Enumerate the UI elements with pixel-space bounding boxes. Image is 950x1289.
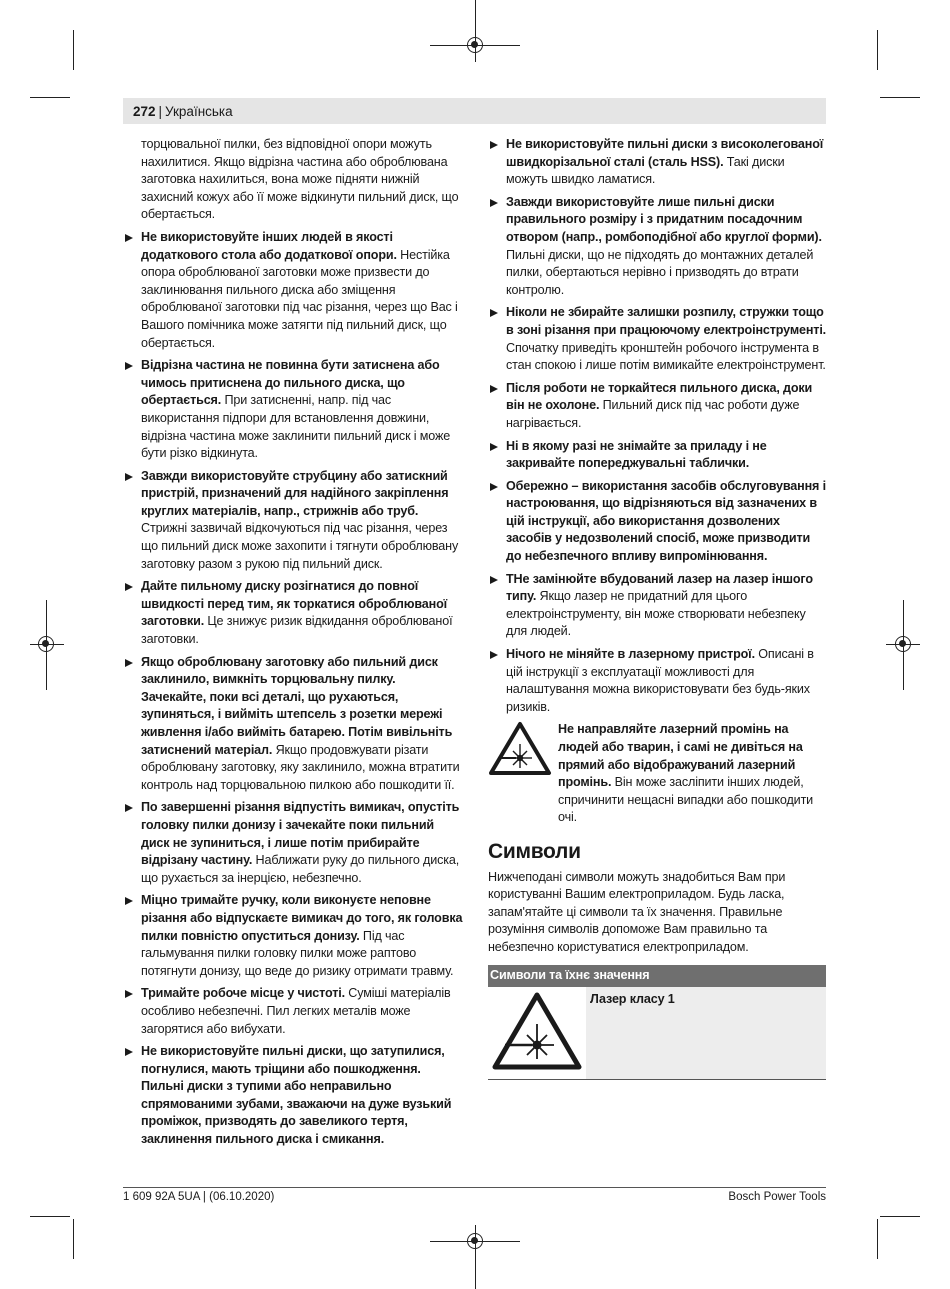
safety-item: Після роботи не торкайтеся пильного диска, доки він не охолоне. Пильний диск під час роботи дуже нагрівається. — [488, 380, 828, 433]
safety-item: Ні в якому разі не знімайте за приладу і не закривайте попереджувальні таблички. — [488, 438, 828, 473]
table-row — [488, 987, 826, 1080]
page-number: 272 — [133, 103, 156, 119]
symbols-heading: Символи — [488, 839, 581, 863]
crop-mark — [73, 1219, 74, 1259]
bullet-triangle-icon — [490, 483, 498, 491]
footer-brand: Bosch Power Tools — [728, 1191, 826, 1203]
safety-item: THе замінюйте вбудований лазер на лазер іншого типу. Якщо лазер не придатний для цього електроінструменту, він може створювати небезпеку для людей. — [488, 571, 828, 641]
page-header — [123, 98, 826, 124]
bullet-triangle-icon — [490, 199, 498, 207]
safety-item: Не використовуйте пильні диски, що затупилися, погнулися, мають тріщини або пошкодження. Пильні диски з тупими або неправильно спрямованими зубами, зважаючи на дуже вузький проміжок, призводять до завеликого тертя, заклинення пильного диска і смикання. — [123, 1043, 463, 1149]
right-column — [488, 136, 828, 1080]
bullet-triangle-icon — [490, 576, 498, 584]
bullet-triangle-icon — [125, 234, 133, 242]
safety-item: Обережно – використання засобів обслуговування і настроювання, що відрізняються від зазначених в цій інструкції, або використання дозволених засобів у недозволений спосіб, може призводити до небезпечного впливу випромінювання. — [488, 478, 828, 566]
crop-mark — [877, 1219, 878, 1259]
symbol-icon-cell — [488, 987, 586, 1080]
bullet-triangle-icon — [125, 362, 133, 370]
bullet-triangle-icon — [490, 443, 498, 451]
safety-item: Нічого не міняйте в лазерному пристрої. Описані в цій інструкції з експлуатації можливості для налаштування можна використовувати без будь-яких ризиків. — [488, 646, 828, 716]
registration-mark-icon — [467, 1233, 483, 1249]
crop-mark — [73, 30, 74, 70]
crop-mark — [30, 1216, 70, 1217]
safety-item: Не використовуйте інших людей в якості додаткового стола або додаткової опори. Нестійка опора оброблюваної заготовки може призвести до заклинювання пильного диска або зміщення оброблюваної заготовки під час різання, через що Вас і Вашого помічника може затягти під пильний диск, що обертається. — [123, 229, 463, 352]
bullet-triangle-icon — [490, 141, 498, 149]
bullet-triangle-icon — [490, 385, 498, 393]
symbols-table — [488, 965, 826, 1081]
registration-mark-icon — [895, 636, 911, 652]
footer-rule — [123, 1187, 826, 1188]
safety-item: Якщо оброблювану заготовку або пильний диск заклинило, вимкніть торцювальну пилку. Зачекайте, поки всі деталі, що рухаються, зупиняться, і вийміть штепсель з розетки мережі живлення і/або вийміть батарею. Потім вивільніть затиснений матеріал. Якщо продовжувати різати оброблювану заготовку, яку заклинило, можна втратити контроль над торцювальною пилкою або пошкодити її. — [123, 654, 463, 795]
symbol-meaning: Лазер класу 1 — [586, 987, 826, 1080]
laser-warning-block — [488, 721, 828, 827]
safety-item: Завжди використовуйте струбцину або затискний пристрій, призначений для надійного закріплення круглих матеріалів, напр., стрижнів або труб. Стрижні зазвичай відкочуються під час різання, через що пильний диск може захопити і тягнути оброблювану заготовку разом з рукою під пильний диск. — [123, 468, 463, 574]
paragraph-continuation: торцювальної пилки, без відповідної опори можуть нахилитися. Якщо відрізна частина або оброблювана заготовка нахилиться, вона може підняти нижній захисний кожух або її може відкинути пильний диск, що обертається. — [141, 137, 459, 222]
laser-warning-icon — [491, 991, 583, 1071]
bullet-triangle-icon — [125, 990, 133, 998]
bullet-triangle-icon — [125, 804, 133, 812]
bullet-triangle-icon — [125, 583, 133, 591]
safety-item: Дайте пильному диску розігнатися до повної швидкості перед тим, як торкатися оброблюваної заготовки. Це знижує ризик відкидання оброблюваної заготовки. — [123, 578, 463, 648]
laser-warning-text: Не направляйте лазерний промінь на людей або тварин, і самі не дивіться на прямий або відображуваний лазерний промінь. Він може засліпити інших людей, спричинити нещасні випадки або пошкодити очі. — [558, 722, 814, 825]
bullet-triangle-icon — [125, 897, 133, 905]
bullet-triangle-icon — [125, 1048, 133, 1056]
laser-warning-icon — [488, 721, 552, 827]
safety-item: Тримайте робоче місце у чистоті. Суміші матеріалів особливо небезпечні. Пил легких металів може загорятися або вибухати. — [123, 985, 463, 1038]
symbols-table-header: Символи та їхнє значення — [488, 965, 826, 987]
crop-mark — [880, 1216, 920, 1217]
bullet-triangle-icon — [490, 309, 498, 317]
safety-item: Міцно тримайте ручку, коли виконуєте неповне різання або відпускаєте вимикач до того, як головка пилки повністю опуститься донизу. Під час гальмування пилки головку пилки може раптово потягнути донизу, що веде до ризику отримати травму. — [123, 892, 463, 980]
header-separator: | — [158, 103, 163, 119]
registration-mark-icon — [467, 37, 483, 53]
footer-doc-id: 1 609 92A 5UA | (06.10.2020) — [123, 1191, 275, 1203]
header-language: Українська — [165, 103, 233, 119]
symbols-intro: Нижчеподані символи можуть знадобиться Вам при користуванні Вашим електроприладом. Будь ласка, запам'ятайте ці символи та їх значення. Правильне розуміння символів допоможе Вам правильно та небезпечно користуватися електроприладом. — [488, 869, 786, 954]
safety-item: По завершенні різання відпустіть вимикач, опустіть головку пилки донизу і зачекайте поки пильний диск не зупиниться, і лише потім прибирайте відрізану частину. Наближати руку до пильного диска, що рухається за інерцією, небезпечно. — [123, 799, 463, 887]
safety-item: Ніколи не збирайте залишки розпилу, стружки тощо в зоні різання при працюючому електроінструменті. Спочатку приведіть кронштейн робочого інструмента в стан спокою і лише потім вимикайте електроінструмент. — [488, 304, 828, 374]
safety-item: Завжди використовуйте лише пильні диски правильного розміру і з придатним посадочним отвором (напр., ромбоподібної або круглої форми). Пильні диски, що не підходять до монтажних деталей пилки, обертаються нерівно і призводять до втрати контролю. — [488, 194, 828, 300]
bullet-triangle-icon — [490, 651, 498, 659]
safety-item: Не використовуйте пильні диски з високолегованої швидкорізальної сталі (сталь HSS). Такі диски можуть швидко ламатися. — [488, 136, 828, 189]
crop-mark — [877, 30, 878, 70]
bullet-triangle-icon — [125, 473, 133, 481]
bullet-triangle-icon — [125, 659, 133, 667]
safety-item: Відрізна частина не повинна бути затиснена або чимось притиснена до пильного диска, що обертається. При затисненні, напр. під час використання підпори для встановлення довжини, відрізна частина може заклинити пильний диск і може бути різко відкинута. — [123, 357, 463, 463]
left-column — [123, 136, 463, 1154]
registration-mark-icon — [38, 636, 54, 652]
crop-mark — [30, 97, 70, 98]
crop-mark — [880, 97, 920, 98]
